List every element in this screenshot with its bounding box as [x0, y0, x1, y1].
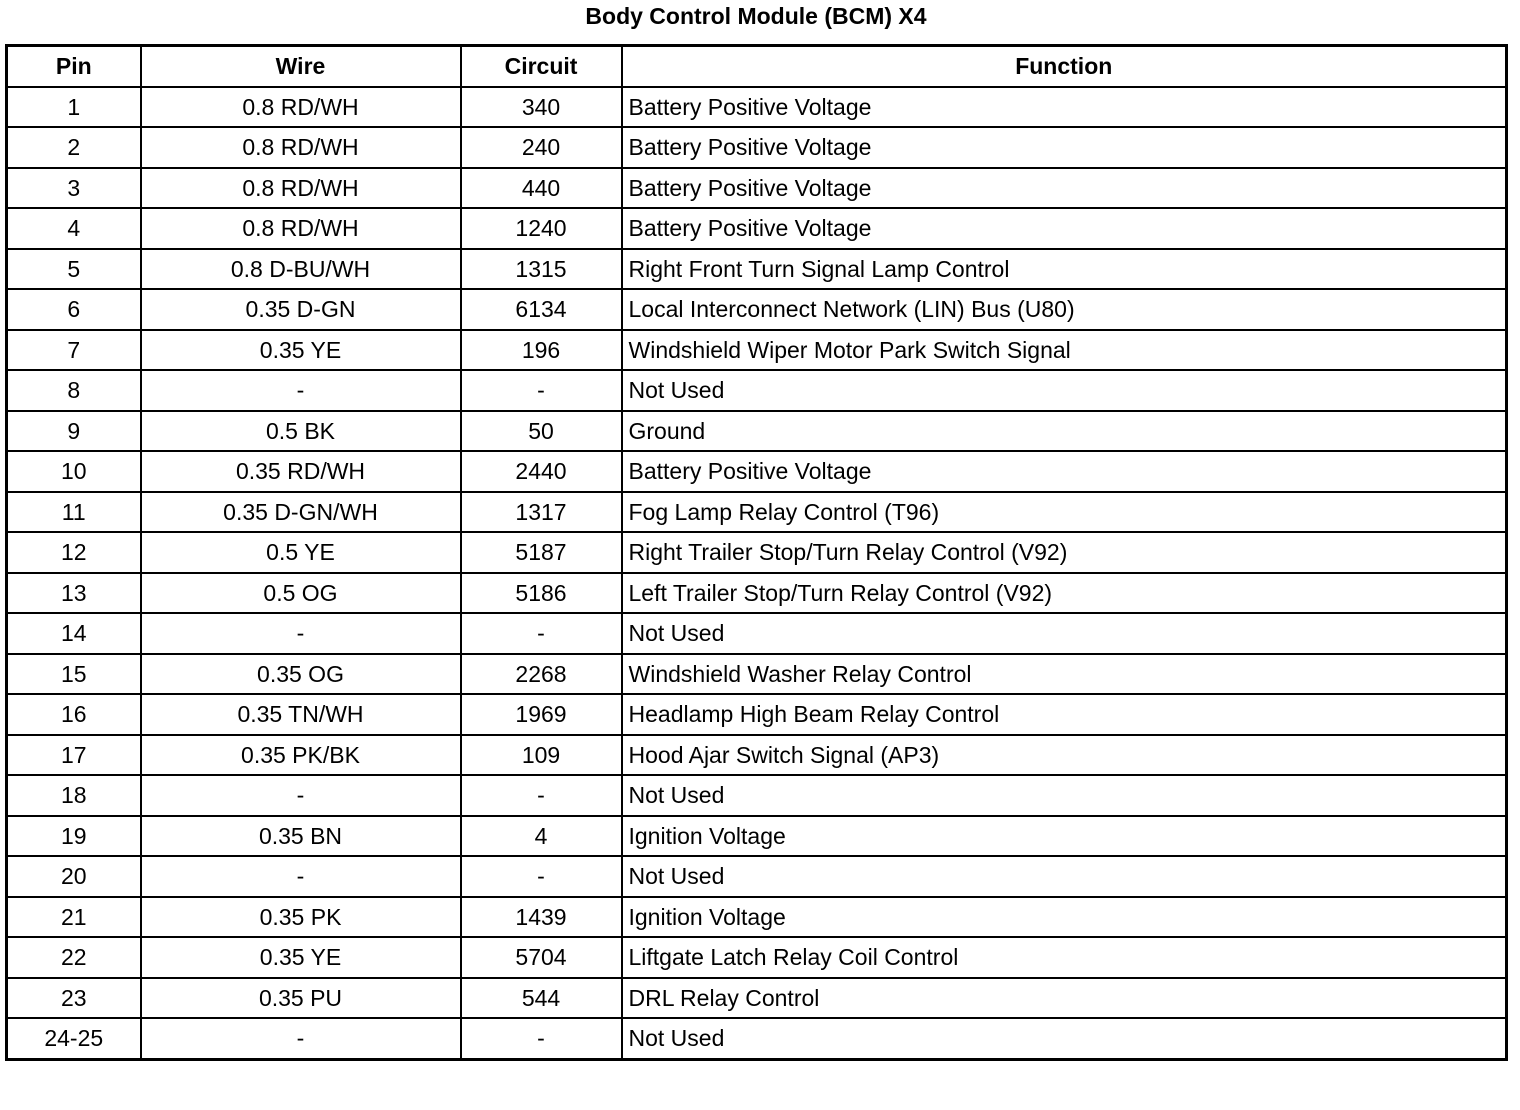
- cell-wire: 0.35 PK/BK: [141, 735, 461, 776]
- cell-pin: 20: [7, 856, 141, 897]
- cell-function: Not Used: [622, 856, 1507, 897]
- cell-function: Right Front Turn Signal Lamp Control: [622, 249, 1507, 290]
- cell-wire: 0.35 TN/WH: [141, 694, 461, 735]
- cell-circuit: 2268: [461, 654, 622, 695]
- table-row: [7, 735, 1507, 776]
- cell-pin: 6: [7, 289, 141, 330]
- table-row: [7, 451, 1507, 492]
- cell-pin: 9: [7, 411, 141, 452]
- cell-pin: 1: [7, 87, 141, 128]
- cell-wire: -: [141, 370, 461, 411]
- cell-pin: 17: [7, 735, 141, 776]
- table-row: [7, 411, 1507, 452]
- cell-circuit: 5186: [461, 573, 622, 614]
- table-row: [7, 1018, 1507, 1059]
- cell-pin: 15: [7, 654, 141, 695]
- cell-function: Not Used: [622, 1018, 1507, 1059]
- cell-function: Battery Positive Voltage: [622, 127, 1507, 168]
- table-row: [7, 492, 1507, 533]
- cell-wire: 0.5 BK: [141, 411, 461, 452]
- table-row: [7, 775, 1507, 816]
- cell-function: Not Used: [622, 613, 1507, 654]
- cell-circuit: -: [461, 775, 622, 816]
- cell-pin: 3: [7, 168, 141, 209]
- cell-function: Left Trailer Stop/Turn Relay Control (V92): [622, 573, 1507, 614]
- cell-circuit: 50: [461, 411, 622, 452]
- table-row: [7, 87, 1507, 128]
- cell-circuit: 1315: [461, 249, 622, 290]
- cell-wire: 0.5 YE: [141, 532, 461, 573]
- cell-pin: 13: [7, 573, 141, 614]
- cell-function: Not Used: [622, 775, 1507, 816]
- cell-function: Ground: [622, 411, 1507, 452]
- cell-circuit: 1317: [461, 492, 622, 533]
- cell-wire: 0.8 RD/WH: [141, 87, 461, 128]
- cell-circuit: 4: [461, 816, 622, 857]
- cell-pin: 23: [7, 978, 141, 1019]
- cell-function: Hood Ajar Switch Signal (AP3): [622, 735, 1507, 776]
- cell-pin: 11: [7, 492, 141, 533]
- cell-circuit: 2440: [461, 451, 622, 492]
- table-row: [7, 168, 1507, 209]
- table-row: [7, 289, 1507, 330]
- table-row: [7, 532, 1507, 573]
- cell-function: Local Interconnect Network (LIN) Bus (U80): [622, 289, 1507, 330]
- table-row: [7, 816, 1507, 857]
- cell-circuit: 544: [461, 978, 622, 1019]
- cell-pin: 16: [7, 694, 141, 735]
- cell-function: Battery Positive Voltage: [622, 451, 1507, 492]
- table-row: [7, 330, 1507, 371]
- cell-pin: 14: [7, 613, 141, 654]
- table-row: [7, 573, 1507, 614]
- cell-function: Ignition Voltage: [622, 897, 1507, 938]
- table-row: [7, 856, 1507, 897]
- cell-pin: 2: [7, 127, 141, 168]
- cell-wire: 0.35 PK: [141, 897, 461, 938]
- table-row: [7, 208, 1507, 249]
- table-row: [7, 937, 1507, 978]
- cell-function: Fog Lamp Relay Control (T96): [622, 492, 1507, 533]
- cell-wire: 0.35 D-GN/WH: [141, 492, 461, 533]
- header-circuit: Circuit: [461, 46, 622, 87]
- cell-function: Battery Positive Voltage: [622, 87, 1507, 128]
- cell-function: Battery Positive Voltage: [622, 208, 1507, 249]
- cell-wire: 0.35 YE: [141, 330, 461, 371]
- table-row: [7, 897, 1507, 938]
- cell-wire: -: [141, 775, 461, 816]
- cell-wire: 0.5 OG: [141, 573, 461, 614]
- table-row: [7, 249, 1507, 290]
- table-row: [7, 613, 1507, 654]
- cell-pin: 21: [7, 897, 141, 938]
- cell-wire: 0.8 RD/WH: [141, 208, 461, 249]
- cell-function: Right Trailer Stop/Turn Relay Control (V92): [622, 532, 1507, 573]
- cell-circuit: -: [461, 370, 622, 411]
- cell-circuit: -: [461, 613, 622, 654]
- cell-function: Not Used: [622, 370, 1507, 411]
- pinout-table: [5, 44, 1508, 1061]
- cell-function: Liftgate Latch Relay Coil Control: [622, 937, 1507, 978]
- cell-circuit: 1969: [461, 694, 622, 735]
- cell-wire: 0.8 RD/WH: [141, 127, 461, 168]
- cell-pin: 8: [7, 370, 141, 411]
- cell-circuit: 5187: [461, 532, 622, 573]
- cell-circuit: 5704: [461, 937, 622, 978]
- cell-circuit: 1439: [461, 897, 622, 938]
- table-row: [7, 127, 1507, 168]
- cell-circuit: -: [461, 856, 622, 897]
- table-row: [7, 654, 1507, 695]
- cell-wire: -: [141, 613, 461, 654]
- cell-wire: 0.35 YE: [141, 937, 461, 978]
- cell-wire: 0.35 D-GN: [141, 289, 461, 330]
- cell-function: Ignition Voltage: [622, 816, 1507, 857]
- cell-circuit: 1240: [461, 208, 622, 249]
- cell-circuit: 6134: [461, 289, 622, 330]
- cell-circuit: 440: [461, 168, 622, 209]
- cell-wire: 0.35 BN: [141, 816, 461, 857]
- table-body: [7, 87, 1507, 1060]
- table-header-row: [7, 46, 1507, 87]
- cell-pin: 4: [7, 208, 141, 249]
- cell-wire: 0.35 PU: [141, 978, 461, 1019]
- cell-pin: 24-25: [7, 1018, 141, 1059]
- cell-wire: 0.8 D-BU/WH: [141, 249, 461, 290]
- cell-wire: 0.35 RD/WH: [141, 451, 461, 492]
- cell-circuit: 340: [461, 87, 622, 128]
- cell-pin: 12: [7, 532, 141, 573]
- cell-function: DRL Relay Control: [622, 978, 1507, 1019]
- cell-wire: -: [141, 856, 461, 897]
- table-row: [7, 370, 1507, 411]
- cell-pin: 19: [7, 816, 141, 857]
- table-row: [7, 694, 1507, 735]
- header-pin: Pin: [7, 46, 141, 87]
- cell-pin: 22: [7, 937, 141, 978]
- table-row: [7, 978, 1507, 1019]
- header-function: Function: [622, 46, 1507, 87]
- cell-circuit: -: [461, 1018, 622, 1059]
- cell-wire: 0.35 OG: [141, 654, 461, 695]
- cell-pin: 7: [7, 330, 141, 371]
- cell-wire: -: [141, 1018, 461, 1059]
- cell-function: Headlamp High Beam Relay Control: [622, 694, 1507, 735]
- cell-pin: 18: [7, 775, 141, 816]
- cell-circuit: 240: [461, 127, 622, 168]
- cell-wire: 0.8 RD/WH: [141, 168, 461, 209]
- cell-function: Windshield Washer Relay Control: [622, 654, 1507, 695]
- cell-circuit: 109: [461, 735, 622, 776]
- cell-pin: 10: [7, 451, 141, 492]
- cell-circuit: 196: [461, 330, 622, 371]
- header-wire: Wire: [141, 46, 461, 87]
- cell-function: Windshield Wiper Motor Park Switch Signal: [622, 330, 1507, 371]
- cell-function: Battery Positive Voltage: [622, 168, 1507, 209]
- page-title: Body Control Module (BCM) X4: [585, 3, 927, 29]
- cell-pin: 5: [7, 249, 141, 290]
